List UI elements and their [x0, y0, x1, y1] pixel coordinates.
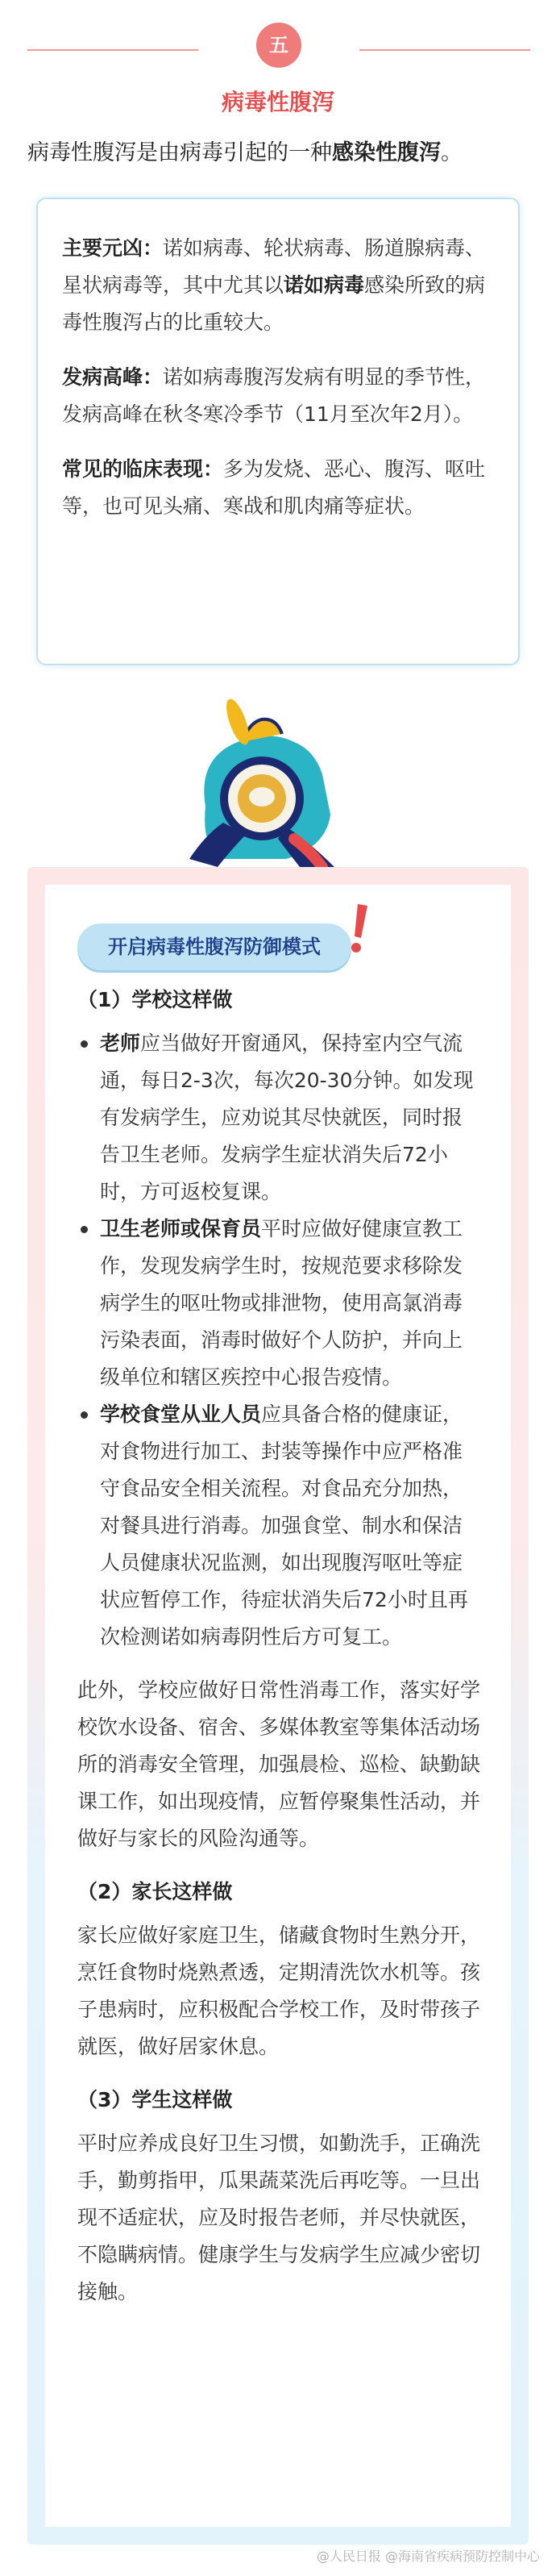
defense-panel — [27, 867, 529, 2545]
exclamation-icon — [343, 901, 376, 957]
watermark-credit: @人民日报 @海南省疾病预防控制中心 — [316, 2549, 540, 2564]
teacher-bullet-bold: 老师 — [100, 1032, 141, 1055]
school-extra-paragraph: 此外，学校应做好日常性消毒工作，落实好学校饮水设备、宿舍、多媒体教室等集体活动场所的消毒安全管理，加强晨检、巡检、缺勤缺课工作，如出现疫情，应暂停聚集性活动，并做好与家长的风险沟通等。 — [77, 1678, 481, 1850]
header-divider-right — [359, 49, 530, 51]
section-header — [0, 0, 556, 121]
canteen-bullet-text: 应具备合格的健康证，对食物进行加工、封装等操作中应严格准守食品安全相关流程。对食品充分加热，对餐具进行消毒。加强食堂、制水和保洁人员健康状况监测，如出现腹泻呕吐等症状应暂停工作，待症状消失后72小时且再次检测诺如病毒阴性后方可复工。 — [100, 1403, 468, 1649]
pathogen-paragraph — [62, 230, 494, 341]
pathogen-text-end: 感染所致的病毒性腹泻占的比重较大。 — [62, 273, 486, 334]
canteen-bullet-bold: 学校食堂从业人员 — [100, 1403, 262, 1426]
section-title: 病毒性腹泻 — [221, 89, 334, 115]
health-teacher-bullet — [77, 1211, 480, 1396]
peak-text: 诺如病毒腹泻发病有明显的季节性，发病高峰在秋冬寒冷季节（11月至次年2月）。 — [62, 365, 486, 426]
health-teacher-bullet-bold: 卫生老师或保育员 — [100, 1217, 262, 1240]
pathogen-label: 主要元凶： — [62, 236, 164, 260]
school-section-title: （1）学校这样做 — [77, 988, 233, 1011]
defense-content — [77, 982, 480, 2311]
symptom-label: 常见的临床表现： — [62, 457, 224, 481]
canteen-bullet — [77, 1396, 480, 1656]
health-teacher-bullet-text: 平时应做好健康宣教工作，发现发病学生时，按规范要求移除发病学生的呕吐物或排泄物，使用高氯消毒污染表面，消毒时做好个人防护，并向上级单位和辖区疾控中心报告疫情。 — [100, 1217, 463, 1389]
teacher-bullet — [77, 1025, 480, 1211]
info-card — [36, 198, 520, 665]
symptom-text: 多为发烧、恶心、腹泻、呕吐等，也可见头痛、寒战和肌肉痛等症状。 — [62, 457, 486, 518]
intro-text — [27, 135, 535, 171]
pathogen-text: 诺如病毒、轮状病毒、肠道腺病毒、星状病毒等，其中尤其以 — [62, 236, 486, 297]
section-number-badge: 五 — [256, 23, 301, 68]
spacer — [77, 2065, 480, 2082]
pathogen-bold: 诺如病毒 — [284, 273, 365, 297]
intro-prefix: 病毒性腹泻是由病毒引起的一种 — [27, 140, 332, 165]
parent-paragraph: 家长应做好家庭卫生，储藏食物时生熟分开，烹饪食物时烧熟煮透，定期清洗饮水机等。孩子患病时，应积极配合学校工作，及时带孩子就医，做好居家休息。 — [77, 1924, 481, 2058]
spacer — [77, 1656, 480, 1672]
student-paragraph: 平时应养成良好卫生习惯，如勤洗手，正确洗手，勤剪指甲，瓜果蔬菜洗后再吃等。一旦出现不适症状，应及时报告老师，并尽快就医，不隐瞒病情。健康学生与发病学生应减少密切接触。 — [77, 2132, 481, 2303]
spacer — [77, 1857, 480, 1874]
teacher-bullet-text: 应当做好开窗通风，保持室内空气流通，每日2-3次，每次20-30分钟。如发现有发病学生，应劝说其尽快就医，同时报告卫生老师。发病学生症状消失后72小时，方可返校复课。 — [100, 1032, 474, 1203]
student-section-title: （3）学生这样做 — [77, 2088, 233, 2111]
peak-label: 发病高峰： — [62, 365, 164, 389]
header-divider-left — [27, 49, 198, 51]
peak-paragraph — [62, 359, 494, 433]
symptom-paragraph — [62, 451, 494, 525]
magnifier-mascot-icon — [173, 686, 367, 879]
defense-mode-tag: 开启病毒性腹泻防御模式 — [77, 923, 351, 970]
intro-suffix: 。 — [441, 140, 463, 165]
parent-section-title: （2）家长这样做 — [77, 1880, 233, 1903]
defense-panel-content — [45, 885, 511, 2527]
intro-bold: 感染性腹泻 — [332, 140, 441, 165]
